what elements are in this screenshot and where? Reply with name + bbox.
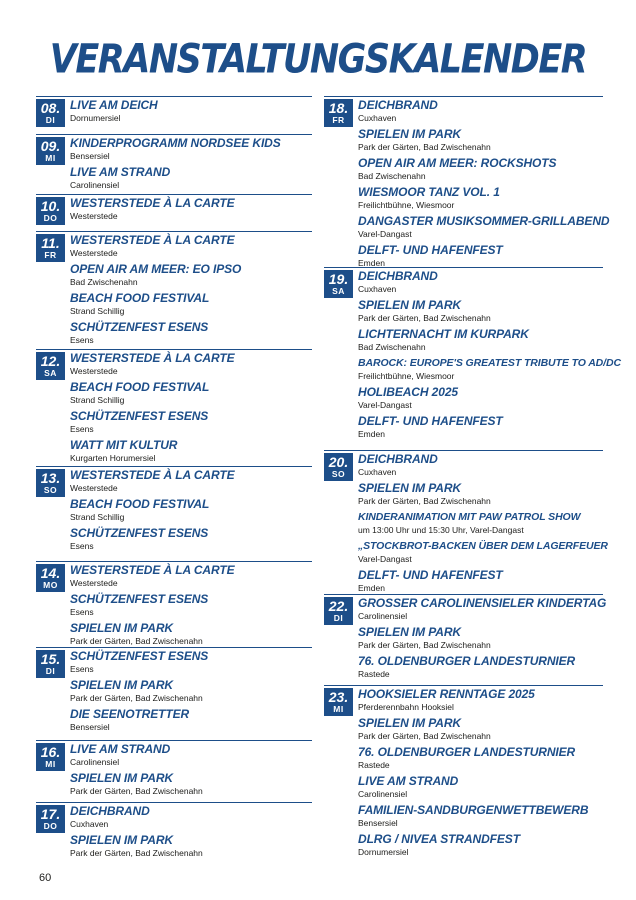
day-block [36,561,312,650]
weekday-label: MI [45,153,56,163]
event-location: Bensersiel [358,818,398,828]
event-location: Strand Schillig [70,306,125,316]
event-location: Esens [70,664,94,674]
event-location: Park der Gärten, Bad Zwischenahn [358,142,491,152]
weekday-label: MI [45,759,56,769]
event-location: Carolinensiel [358,611,408,621]
date-number: 10. [40,198,61,214]
weekday-label: DI [45,115,56,125]
event-item [358,156,603,182]
event-location: Esens [70,607,94,617]
event-location: Park der Gärten, Bad Zwischenahn [358,640,491,650]
date-badge [36,352,65,380]
date-badge [36,564,65,592]
event-title: FAMILIEN-SANDBURGENWETTBEWERB [358,803,589,817]
event-item [358,687,603,713]
event-title: DANGASTER MUSIKSOMMER-GRILLABEND [358,214,610,228]
weekday-label: FR [44,250,57,260]
weekday-label: SA [44,368,57,378]
event-title: HOOKSIELER RENNTAGE 2025 [358,687,535,701]
date-number: 23. [328,689,349,705]
event-item [70,497,312,523]
event-location: Westerstede [70,483,118,493]
event-item [70,98,312,124]
event-location: Park der Gärten, Bad Zwischenahn [70,693,203,703]
event-item [70,320,312,346]
weekday-label: DI [333,613,344,623]
event-location: Dornumersiel [70,113,121,123]
event-title: LIVE AM DEICH [70,98,158,112]
event-item [70,678,312,704]
event-location: Park der Gärten, Bad Zwischenahn [358,496,491,506]
date-badge [36,197,65,225]
weekday-label: MO [43,580,58,590]
event-title: SPIELEN IM PARK [70,678,173,692]
weekday-label: DI [45,666,56,676]
event-item [70,771,312,797]
event-item [70,233,312,259]
day-block [324,685,603,861]
event-item [358,385,603,411]
event-item [358,539,608,565]
event-location: Emden [358,583,385,593]
event-title: SPIELEN IM PARK [70,771,173,785]
event-location: Bad Zwischenahn [70,277,138,287]
event-location: Esens [70,424,94,434]
event-location: Cuxhaven [358,284,397,294]
event-title: DELFT- UND HAFENFEST [358,568,503,582]
event-list [70,741,312,797]
event-title: DELFT- UND HAFENFEST [358,243,503,257]
event-item [358,774,603,800]
event-item [358,127,603,153]
event-location: Bensersiel [70,722,110,732]
date-badge [36,234,65,262]
day-block [36,134,312,194]
event-title: DEICHBRAND [70,804,150,818]
event-list [70,562,312,647]
day-block [36,96,312,127]
event-location: Westerstede [70,366,118,376]
weekday-label: FR [332,115,345,125]
event-title: 76. OLDENBURGER LANDESTURNIER [358,745,576,759]
event-title: WESTERSTEDE À LA CARTE [70,468,235,482]
event-item [70,351,312,377]
event-item [358,185,603,211]
event-item [358,327,603,353]
event-item [70,649,312,675]
event-title: SCHÜTZENFEST ESENS [70,526,209,540]
event-location: Strand Schillig [70,512,125,522]
event-list [70,350,312,464]
event-location: Carolinensiel [70,180,120,190]
event-location: Freilichtbühne, Wiesmoor [358,200,455,210]
date-badge [324,453,353,481]
event-location: Rastede [358,669,390,679]
event-item [358,803,603,829]
event-title: DEICHBRAND [358,452,438,466]
event-list [70,803,312,859]
event-item [70,804,312,830]
date-number: 17. [40,806,61,822]
date-number: 22. [328,598,349,614]
event-title: BEACH FOOD FESTIVAL [70,497,210,511]
event-location: Cuxhaven [358,113,397,123]
event-item [70,742,312,768]
event-title: GROSSER CAROLINENSIELER KINDERTAG [358,596,607,610]
event-title: OPEN AIR AM MEER: ROCKSHOTS [358,156,557,170]
event-title: BEACH FOOD FESTIVAL [70,380,210,394]
event-title: BEACH FOOD FESTIVAL [70,291,210,305]
weekday-label: SO [331,469,346,479]
date-badge [36,650,65,678]
event-list [70,648,312,733]
event-location: Park der Gärten, Bad Zwischenahn [358,313,491,323]
date-badge [36,805,65,833]
event-location: Varel-Dangast [358,554,412,564]
event-item [70,468,312,494]
event-item [70,526,312,552]
date-badge [36,743,65,771]
day-block [36,349,312,467]
event-item [70,262,312,288]
event-title: DIE SEENOTRETTER [70,707,190,721]
event-title: SCHÜTZENFEST ESENS [70,320,209,334]
event-item [358,481,603,507]
page-number: 60 [39,872,52,884]
weekday-label: MI [333,704,344,714]
event-location: Park der Gärten, Bad Zwischenahn [70,636,203,646]
event-item [358,298,603,324]
event-title: SCHÜTZENFEST ESENS [70,592,209,606]
date-number: 16. [40,744,61,760]
event-item [70,165,312,191]
event-item [358,510,603,536]
event-list [358,686,603,858]
date-number: 15. [40,651,61,667]
date-badge [324,270,353,298]
event-item [70,438,312,464]
weekday-label: SA [332,286,345,296]
day-block [36,194,312,225]
date-badge [324,99,353,127]
event-title: SPIELEN IM PARK [358,625,461,639]
event-title: SPIELEN IM PARK [358,716,461,730]
event-location: Kurgarten Horumersiel [70,453,156,463]
date-number: 11. [41,235,60,251]
event-item [70,621,312,647]
event-location: Park der Gärten, Bad Zwischenahn [70,848,203,858]
event-item [70,136,312,162]
event-location: Bensersiel [70,151,110,161]
day-block [324,267,621,443]
event-title: SPIELEN IM PARK [358,127,461,141]
event-item [70,833,312,859]
event-item [358,414,603,440]
date-number: 12. [40,353,61,369]
event-list [358,595,607,680]
event-list [70,135,312,191]
day-block [36,647,312,736]
event-list [358,268,621,440]
event-title: SPIELEN IM PARK [70,833,173,847]
event-title: KINDERPROGRAMM NORDSEE KIDS [70,136,281,150]
event-location: Westerstede [70,211,118,221]
event-title: SPIELEN IM PARK [70,621,173,635]
event-location: Carolinensiel [358,789,408,799]
event-location: Cuxhaven [358,467,397,477]
event-list [70,232,312,346]
event-item [358,596,607,622]
event-location: Westerstede [70,248,118,258]
event-item [358,356,621,382]
weekday-label: DO [43,213,58,223]
event-location: Emden [358,258,385,268]
event-item [358,716,603,742]
event-title: LIVE AM STRAND [70,165,171,179]
event-title: DEICHBRAND [358,269,438,283]
event-title: LICHTERNACHT IM KURPARK [358,327,529,341]
event-location: Strand Schillig [70,395,125,405]
event-item [70,563,312,589]
event-location: Carolinensiel [70,757,120,767]
event-item [70,196,312,222]
event-list [358,97,610,269]
event-title: WATT MIT KULTUR [70,438,178,452]
event-item [358,243,603,269]
day-block [324,450,608,597]
date-number: 13. [40,470,61,486]
weekday-label: SO [43,485,58,495]
date-number: 19. [328,271,349,287]
event-location: Emden [358,429,385,439]
event-title: LIVE AM STRAND [358,774,459,788]
date-number: 09. [40,138,61,154]
event-location: Park der Gärten, Bad Zwischenahn [70,786,203,796]
event-location: Esens [70,335,94,345]
event-item [70,409,312,435]
event-title: SCHÜTZENFEST ESENS [70,409,209,423]
event-location: Cuxhaven [70,819,109,829]
event-location: Rastede [358,760,390,770]
event-title: SCHÜTZENFEST ESENS [70,649,209,663]
event-location: Varel-Dangast [358,229,412,239]
date-badge [36,137,65,165]
event-item [358,625,603,651]
event-location: Esens [70,541,94,551]
date-badge [36,99,65,127]
day-block [36,231,312,349]
event-location: Bad Zwischenahn [358,342,426,352]
event-item [70,291,312,317]
event-list [70,467,312,552]
event-item [70,592,312,618]
event-title: WESTERSTEDE À LA CARTE [70,233,235,247]
event-location: Westerstede [70,578,118,588]
event-title: „STOCKBROT-BACKEN ÜBER DEM LAGERFEUER [358,540,608,552]
event-list [358,451,608,594]
event-title: WESTERSTEDE À LA CARTE [70,351,235,365]
page-title: VERANSTALTUNGSKALENDER [49,37,587,83]
date-number: 14. [40,565,61,581]
event-list [70,195,312,222]
weekday-label: DO [43,821,58,831]
event-list [70,97,312,124]
day-block [36,466,312,555]
event-location: Pferderennbahn Hooksiel [358,702,454,712]
event-title: WIESMOOR TANZ VOL. 1 [358,185,500,199]
event-title: DELFT- UND HAFENFEST [358,414,503,428]
event-location: Varel-Dangast [358,400,412,410]
event-location: Freilichtbühne, Wiesmoor [358,371,455,381]
event-item [70,380,312,406]
event-title: DLRG / NIVEA STRANDFEST [358,832,520,846]
event-title: LIVE AM STRAND [70,742,171,756]
event-item [358,654,603,680]
event-item [358,214,610,240]
event-title: SPIELEN IM PARK [358,298,461,312]
event-title: BAROCK: EUROPE'S GREATEST TRIBUTE TO AD/DC [358,357,621,369]
event-title: WESTERSTEDE À LA CARTE [70,563,235,577]
event-title: SPIELEN IM PARK [358,481,461,495]
date-badge [36,469,65,497]
event-location: um 13:00 Uhr und 15:30 Uhr, Varel-Dangast [358,525,524,535]
event-title: WESTERSTEDE À LA CARTE [70,196,235,210]
event-title: 76. OLDENBURGER LANDESTURNIER [358,654,576,668]
event-item [358,452,603,478]
event-location: Dornumersiel [358,847,409,857]
event-title: HOLIBEACH 2025 [358,385,458,399]
day-block [324,594,607,683]
event-item [358,832,603,858]
day-block [324,96,610,272]
event-location: Bad Zwischenahn [358,171,426,181]
date-number: 18. [328,100,349,116]
date-badge [324,597,353,625]
day-block [36,740,312,800]
event-title: KINDERANIMATION MIT PAW PATROL SHOW [358,511,581,523]
date-badge [324,688,353,716]
event-title: OPEN AIR AM MEER: EO IPSO [70,262,242,276]
event-item [358,98,603,124]
event-title: DEICHBRAND [358,98,438,112]
date-number: 08. [40,100,61,116]
day-block [36,802,312,862]
event-item [358,745,603,771]
event-item [358,568,603,594]
date-number: 20. [328,454,349,470]
event-item [358,269,603,295]
event-location: Park der Gärten, Bad Zwischenahn [358,731,491,741]
event-item [70,707,312,733]
